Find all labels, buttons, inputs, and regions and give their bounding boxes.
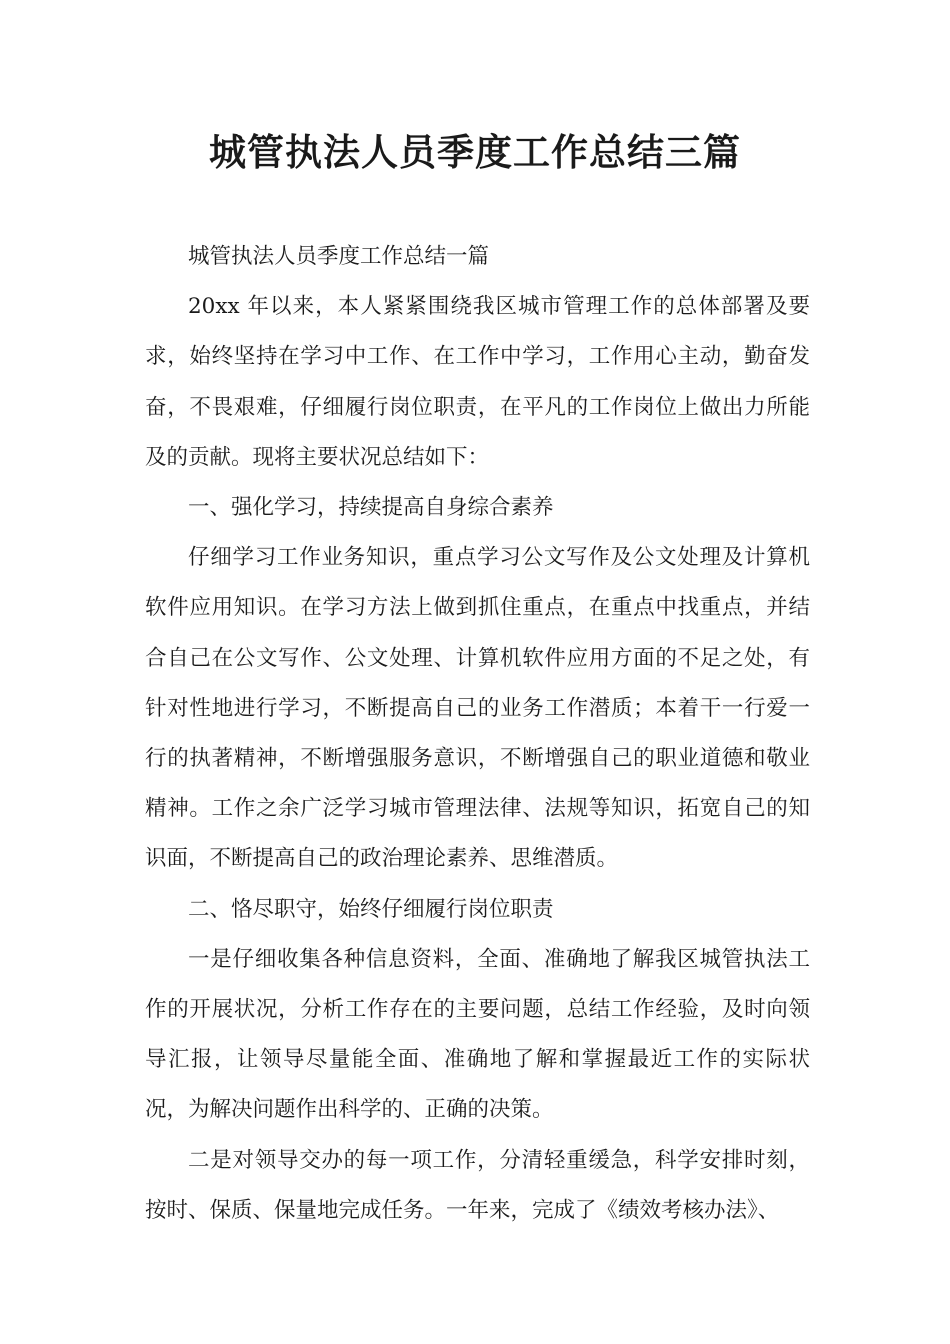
section-heading-2: 二、恪尽职守，始终仔细履行岗位职责 (188, 896, 554, 922)
section-2-paragraph-2: 二是对领导交办的每一项工作，分清轻重缓急，科学安排时刻，按时、保质、保量地完成任务。一年来，完成了《绩效考核办法》、 (145, 1147, 810, 1223)
document-title: 城管执法人员季度工作总结三篇 (209, 131, 741, 174)
intro-paragraph: 20xx 年以来，本人紧紧围绕我区城市管理工作的总体部署及要求，始终坚持在学习中工作、在工作中学习，工作用心主动，勤奋发奋，不畏艰难，仔细履行岗位职责，在平凡的工作岗位上做出力所能及的贡献。现将主要状况总结如下： (145, 294, 810, 470)
subtitle-paragraph: 城管执法人员季度工作总结一篇 (188, 244, 490, 269)
section-1-paragraph: 仔细学习工作业务知识，重点学习公文写作及公文处理及计算机软件应用知识。在学习方法上做到抓住重点，在重点中找重点，并结合自己在公文写作、公文处理、计算机软件应用方面的不足之处，有针对性地进行学习，不断提高自己的业务工作潜质；本着干一行爱一行的执著精神，不断增强服务意识，不断增强自己的职业道德和敬业精神。工作之余广泛学习城市管理法律、法规等知识，拓宽自己的知识面，不断提高自己的政治理论素养、思维潜质。 (145, 545, 810, 872)
section-heading-1: 一、强化学习，持续提高自身综合素养 (188, 495, 554, 521)
section-2-paragraph-1: 一是仔细收集各种信息资料，全面、准确地了解我区城管执法工作的开展状况，分析工作存在的主要问题，总结工作经验，及时向领导汇报，让领导尽量能全面、准确地了解和掌握最近工作的实际状况，为解决问题作出科学的、正确的决策。 (145, 946, 810, 1123)
document-body (145, 232, 810, 1236)
